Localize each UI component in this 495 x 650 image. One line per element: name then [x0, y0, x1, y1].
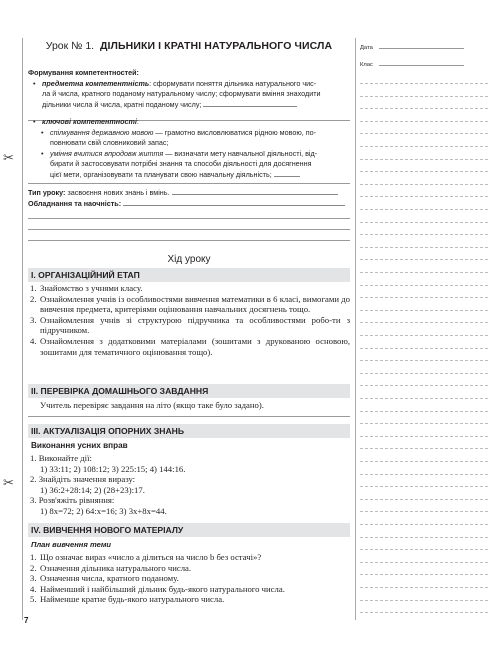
list-item-text: Означення дільника натурального числа. — [40, 562, 192, 573]
section-2-text: Учитель перевіряє завдання на літо (якщо таке було задано). — [40, 400, 264, 410]
competences-heading: Формування компетентностей: — [28, 68, 139, 77]
subject-competence — [28, 79, 350, 111]
left-margin-line — [22, 38, 23, 620]
key-competence-1-text: — грамотно висловлюватися рідною мовою, по- — [153, 127, 317, 137]
section-1-list — [28, 283, 350, 357]
notes-line — [360, 612, 488, 613]
key-competences-heading — [28, 117, 350, 128]
notes-line — [360, 184, 488, 185]
class-label: Клас — [360, 62, 373, 68]
notes-line — [360, 562, 488, 563]
notes-line — [360, 398, 488, 399]
fill-line — [28, 229, 350, 230]
fill-line — [28, 240, 350, 241]
list-item — [28, 594, 350, 605]
section-3-header: ІІІ. АКТУАЛІЗАЦІЯ ОПОРНИХ ЗНАНЬ — [28, 424, 350, 438]
list-item — [28, 294, 350, 315]
notes-line — [360, 247, 488, 248]
list-item — [28, 552, 350, 563]
section-4-header: IV. ВИВЧЕННЯ НОВОГО МАТЕРІАЛУ — [28, 523, 350, 537]
task-1-expression: 1) 33:11; 2) 108:12; 3) 225:15; 4) 144:16. — [40, 463, 186, 474]
notes-line — [360, 574, 488, 575]
notes-line — [360, 385, 488, 386]
list-item — [28, 283, 350, 294]
subject-competence-label: предметна компетентність — [42, 78, 150, 88]
notes-line — [360, 121, 488, 122]
task-2-expression: 1) 36:2+28:14; 2) (28+23):17. — [40, 484, 145, 495]
notes-line — [360, 461, 488, 462]
list-item — [28, 315, 350, 336]
lesson-type-value: засвоєння нових знань і вмінь. — [65, 188, 170, 197]
notes-line — [360, 83, 488, 84]
notes-line — [360, 310, 488, 311]
competences-block — [28, 68, 350, 110]
list-item-text: Ознайомлення з додатковими матеріалами (зошитами з друкованою основою, зошитами для тематичного оцінювання тощо). — [40, 335, 350, 357]
notes-line — [360, 474, 488, 475]
list-item-number: 1. — [30, 283, 37, 293]
notes-line — [360, 335, 488, 336]
key-competences-colon: : — [136, 117, 139, 126]
notes-line — [360, 146, 488, 147]
fill-line — [28, 218, 350, 219]
task-1: 1. Виконайте дії: — [30, 453, 92, 463]
date-label: Дата — [360, 45, 373, 51]
fill-line — [28, 416, 350, 417]
key-competence-1 — [36, 128, 350, 149]
scissors-icon: ✂ — [3, 151, 14, 166]
key-competence-2-text: бирати й застосовувати потрібні знання та способи діяльності для досягнення — [50, 159, 312, 169]
notes-line — [360, 322, 488, 323]
class-row — [360, 61, 464, 68]
notes-line — [360, 96, 488, 97]
notes-line — [360, 436, 488, 437]
section-3-tasks — [28, 453, 350, 517]
notes-line — [360, 448, 488, 449]
task-2: 2. Знайдіть значення виразу: — [30, 474, 136, 485]
list-item-text: Знайомство з учнями класу. — [40, 283, 143, 293]
key-competence-2 — [36, 149, 350, 181]
notes-line — [360, 499, 488, 500]
notes-line — [360, 133, 488, 134]
course-title: Хід уроку — [167, 254, 211, 265]
list-item-number: 4. — [30, 335, 37, 346]
fill-line — [203, 100, 297, 107]
list-item-number: 3. — [30, 314, 37, 325]
section-2-header: ІІ. ПЕРЕВІРКА ДОМАШНЬОГО ЗАВДАННЯ — [28, 384, 350, 398]
fill-line — [172, 188, 338, 195]
notes-line — [360, 348, 488, 349]
subject-competence-text: : сформувати поняття дільника натурального чис- — [149, 78, 317, 88]
notes-line — [360, 108, 488, 109]
list-item-number: 1. — [30, 552, 37, 562]
list-item-text: Найменше кратне будь-якого натурального числа. — [40, 594, 225, 605]
notes-line — [360, 511, 488, 512]
notes-line — [360, 537, 488, 538]
list-item-text: Ознайомлення учнів зі структурою підручника та особливостями робо-ти з підручником. — [40, 314, 350, 336]
notes-line — [360, 297, 488, 298]
list-item-number: 5. — [30, 594, 37, 605]
key-competence-1-label: спілкування державною мовою — [50, 127, 154, 137]
list-item — [28, 563, 350, 574]
list-item-text: Ознайомлення учнів із особливостями вивчення математики в 6 класі, вимогами до вивчення предмета, критеріями оцінювання навчальних досягнень тощо. — [40, 293, 350, 315]
notes-line — [360, 222, 488, 223]
notes-line — [360, 360, 488, 361]
right-margin-line — [355, 38, 356, 620]
list-item-number: 4. — [30, 583, 37, 594]
list-item — [28, 584, 350, 595]
lesson-type-label: Тип уроку: — [28, 188, 66, 197]
notes-line — [360, 159, 488, 160]
list-item — [28, 336, 350, 357]
key-competence-2-text: — визначати мету навчальної діяльності, від- — [163, 148, 318, 158]
equipment-label: Обладнання та наочність: — [28, 199, 122, 208]
notes-line — [360, 171, 488, 172]
notes-line — [360, 209, 488, 210]
list-item-number: 3. — [30, 573, 37, 584]
task-3-expression: 1) 8x=72; 2) 64:x=16; 3) 3x+8x=44. — [40, 505, 167, 516]
notes-line — [360, 285, 488, 286]
key-competence-2-label: уміння вчитися впродовж життя — [50, 148, 164, 158]
date-row — [360, 44, 464, 51]
section-1-header: І. ОРГАНІЗАЦІЙНИЙ ЕТАП — [28, 268, 350, 282]
list-item-text: Означення числа, кратного поданому. — [40, 573, 179, 584]
key-competences-block — [28, 117, 350, 181]
notes-line — [360, 423, 488, 424]
notes-line — [360, 272, 488, 273]
list-item-number: 2. — [30, 562, 37, 573]
task-3: 3. Розв'яжіть рівняння: — [30, 495, 115, 506]
notes-line — [360, 524, 488, 525]
lesson-number: Урок № 1. — [45, 40, 95, 52]
notes-line — [360, 196, 488, 197]
date-field[interactable] — [379, 44, 464, 49]
notes-line — [360, 259, 488, 260]
equipment — [28, 199, 350, 210]
lesson-name: ДІЛЬНИКИ І КРАТНІ НАТУРАЛЬНОГО ЧИСЛА — [99, 40, 333, 52]
class-field[interactable] — [379, 61, 464, 66]
scissors-icon: ✂ — [3, 476, 14, 491]
page-number: 7 — [24, 616, 29, 625]
key-competence-2-text: цієї мети, організовувати та планувати свою навчальну діяльність; — [50, 169, 272, 179]
section-4-subtitle: План вивчення теми — [31, 540, 112, 549]
list-item-number: 2. — [30, 293, 37, 304]
fill-line — [28, 183, 350, 184]
section-4-list — [28, 552, 350, 605]
notes-line — [360, 373, 488, 374]
notes-line — [360, 411, 488, 412]
notes-line — [360, 549, 488, 550]
fill-line — [274, 170, 300, 177]
key-competence-1-text: повнювати свій словниковий запас; — [50, 138, 169, 148]
notes-line — [360, 600, 488, 601]
page-title — [28, 40, 350, 52]
list-item — [28, 573, 350, 584]
key-competences-label: ключові компетентності — [42, 117, 137, 126]
notes-line — [360, 486, 488, 487]
subject-competence-text: ла й числа, кратного поданому натуральному числу; сформувати вміння знаходити — [42, 89, 321, 99]
subject-competence-text: дільники числа й числа, кратні поданому числу; — [42, 99, 202, 109]
lesson-type — [28, 188, 350, 199]
notes-line — [360, 587, 488, 588]
notes-line — [360, 234, 488, 235]
fill-line — [123, 199, 345, 206]
list-item-text: Найменший і найбільший дільник будь-якого натурального числа. — [40, 583, 285, 594]
section-3-subtitle: Виконання усних вправ — [31, 441, 128, 450]
list-item-text: Що означає вираз «число a ділиться на число b без остачі»? — [40, 552, 262, 562]
